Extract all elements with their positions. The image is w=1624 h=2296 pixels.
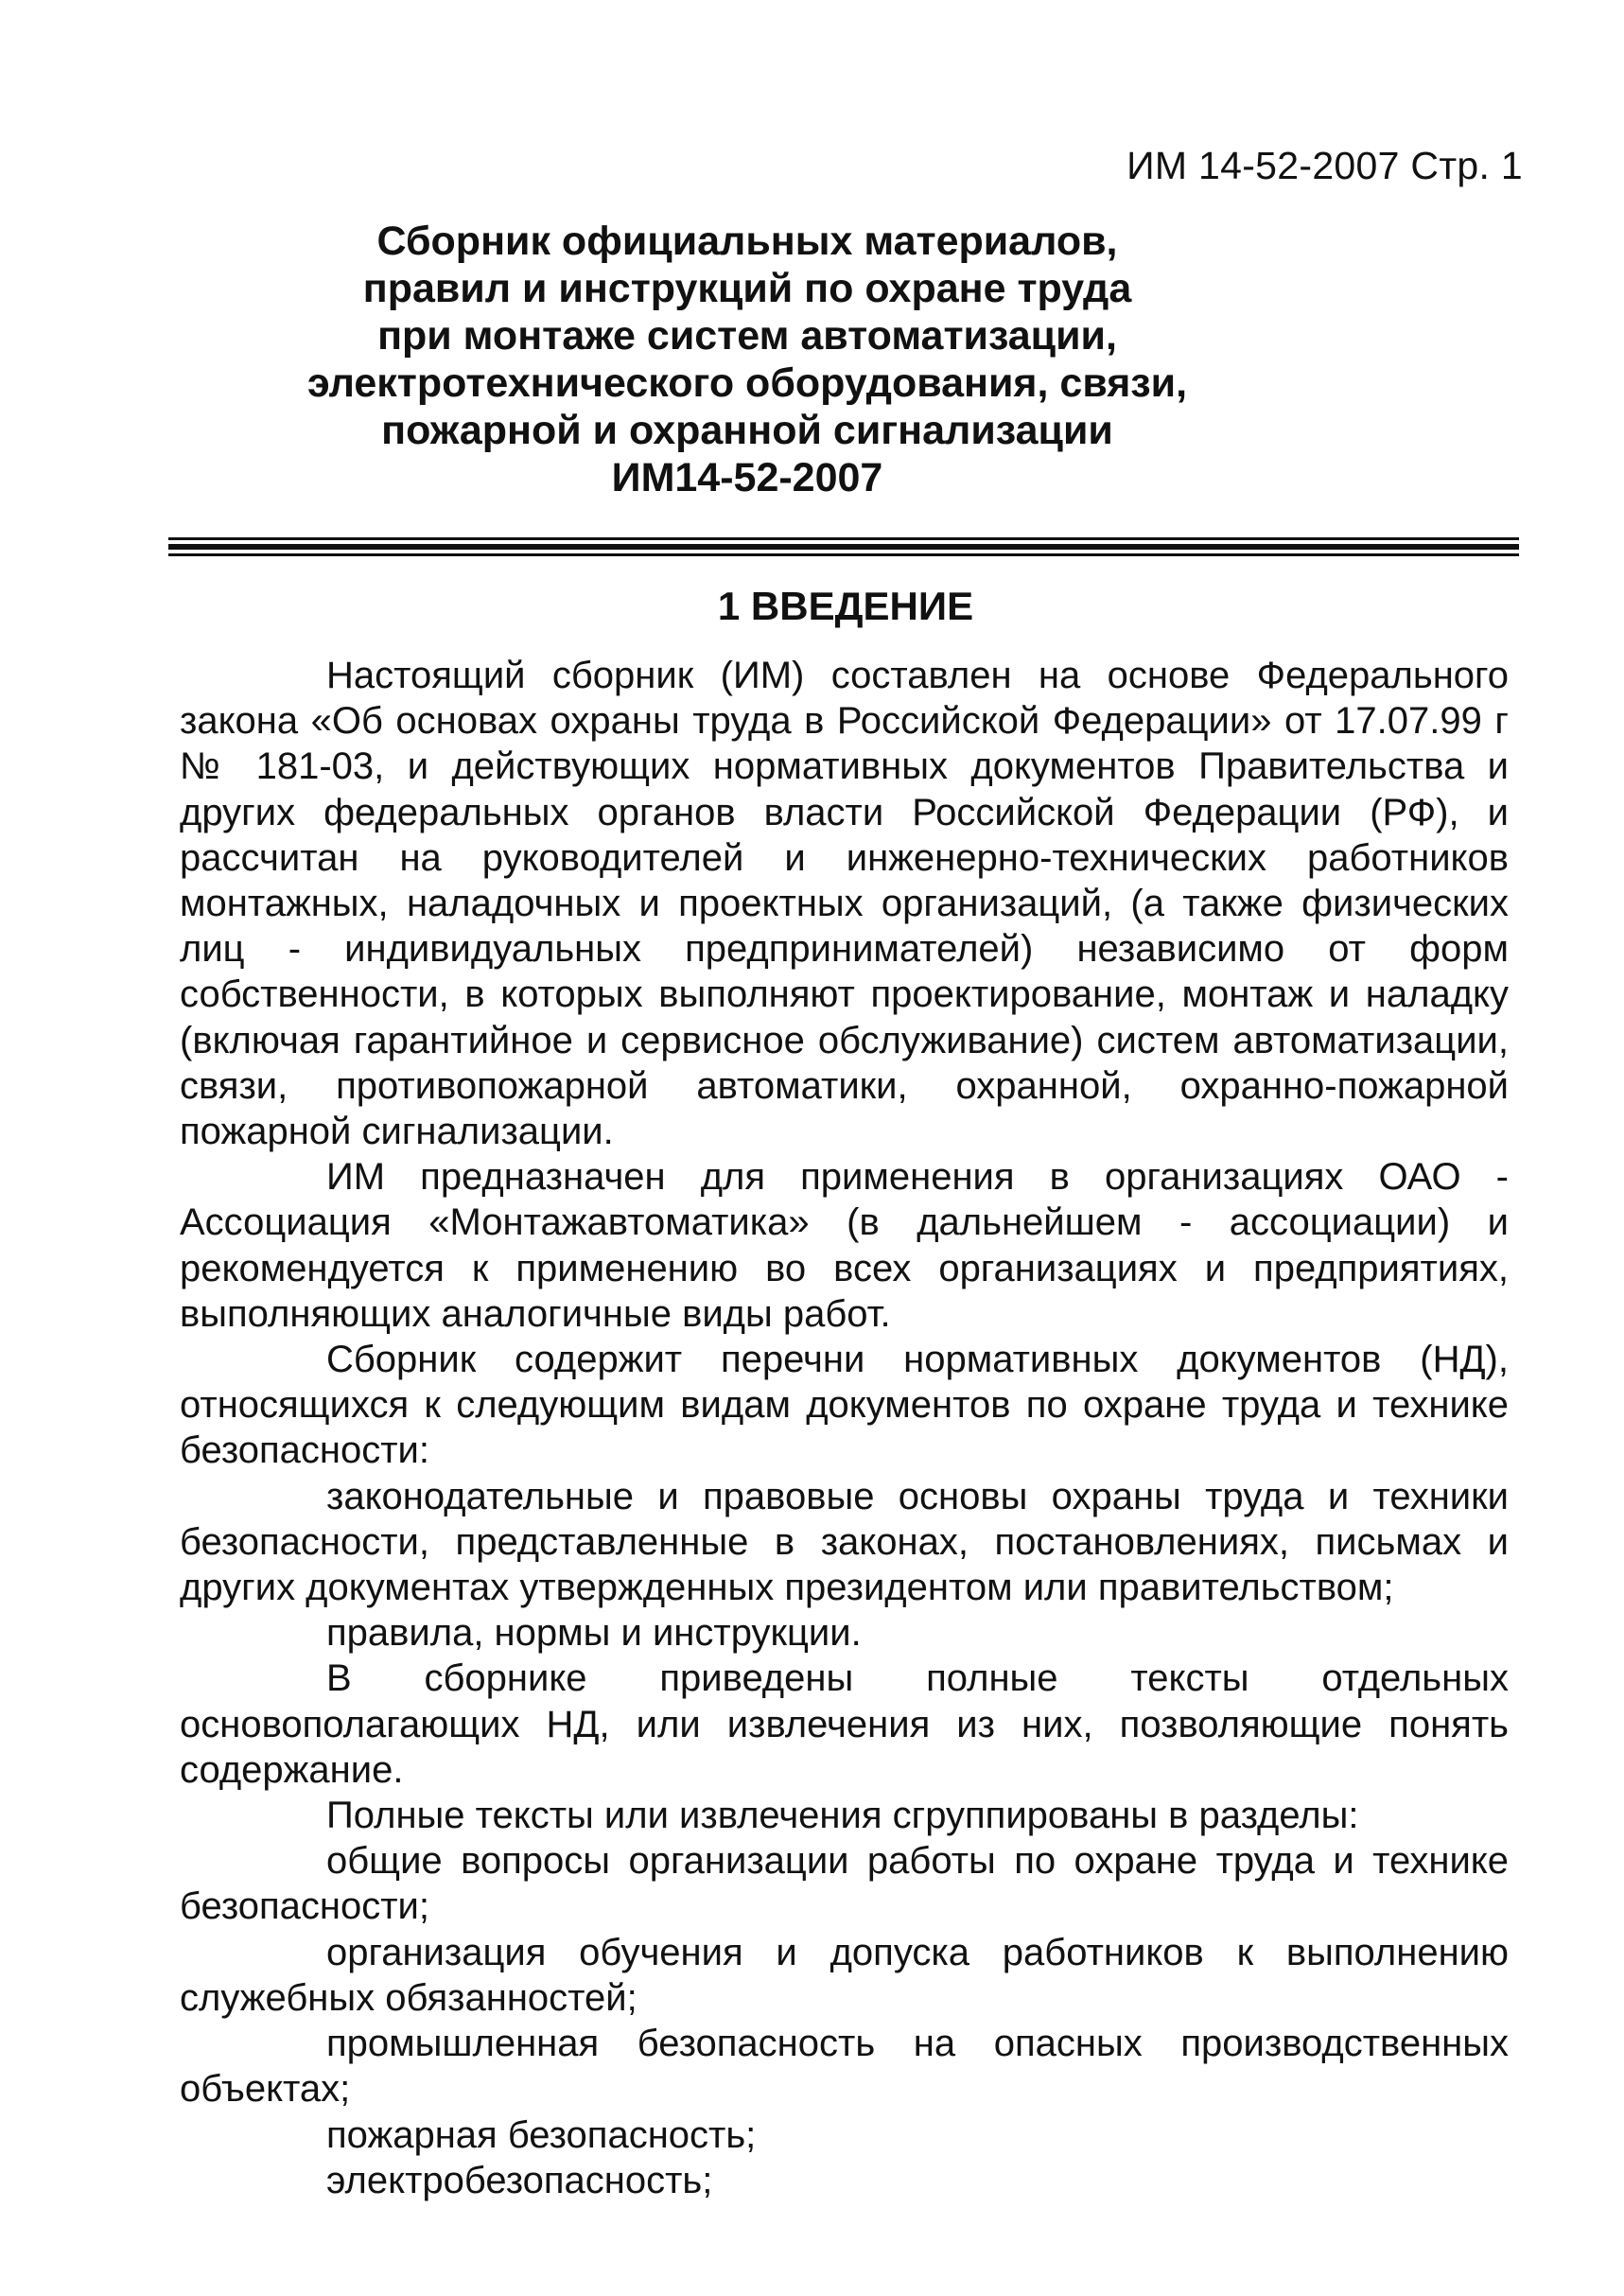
list-item: общие вопросы организации работы по охране труда и технике безопасности; (180, 1840, 1509, 1928)
list-item: правила, нормы и инструкции. (326, 1612, 862, 1655)
document-reference: ИМ 14-52-2007 Стр. 1 (1126, 144, 1523, 187)
title-code: ИМ14-52-2007 (611, 455, 883, 500)
title-line: Сборник официальных материалов, (376, 219, 1118, 264)
list-item: организация обучения и допуска работников к выполнению служебных обязанностей; (180, 1931, 1509, 2019)
divider-line-thin-bottom (168, 553, 1519, 556)
title-line: электротехнического оборудования, связи, (306, 360, 1188, 406)
section-heading: 1 ВВЕДЕНИЕ (717, 584, 974, 628)
paragraph-sections: Полные тексты или извлечения сгруппированы в разделы: (326, 1795, 1359, 1837)
list-item: электробезопасность; (326, 2159, 713, 2201)
title-line: правил и инструкций по охране труда (362, 266, 1132, 311)
body-text (180, 653, 1509, 2203)
title-divider (168, 537, 1519, 558)
list-item: пожарная безопасность; (326, 2113, 757, 2156)
paragraph-intro: Настоящий сборник (ИМ) составлен на основе Федерального закона «Об основах охраны труда в Российской Федерации» от 17.07.99 г № 181-03, и действующих нормативных документов Правительства и других федеральных органов власти Российской Федерации (РФ), и рассчитан на руководителей и инженерно-технических работников монтажных, наладочных и проектных организаций, (а также физических лиц - индивидуальных предпринимателей) независимо от форм собственности, в которых выполняют проектирование, монтаж и наладку (включая гарантийное и сервисное обслуживание) систем автоматизации, связи, противопожарной автоматики, охранной, охранно-пожарной пожарной сигнализации. (180, 655, 1509, 1153)
title-line: при монтаже систем автоматизации, (377, 313, 1117, 359)
list-item: законодательные и правовые основы охраны труда и техники безопасности, представленные в законах, постановлениях, письмах и других документах утвержденных президентом или правительством; (180, 1475, 1509, 1609)
divider-line-thick (168, 544, 1519, 550)
title-line: пожарной и охранной сигнализации (381, 408, 1113, 453)
divider-line-thin-top (168, 537, 1519, 540)
document-title (170, 218, 1324, 501)
paragraph-texts: В сборнике приведены полные тексты отдельных основополагающих НД, или извлечения из них, позволяющие понять содержание. (180, 1657, 1509, 1791)
paragraph-purpose: ИМ предназначен для применения в организациях ОАО - Ассоциация «Монтажавтоматика» (в дальнейшем - ассоциации) и рекомендуется к применению во всех организациях и предприятиях, выполняющих аналогичные виды работ. (180, 1156, 1509, 1335)
list-item: промышленная безопасность на опасных производственных объектах; (180, 2023, 1509, 2111)
paragraph-contents: Сборник содержит перечни нормативных документов (НД), относящихся к следующим видам документов по охране труда и технике безопасности: (180, 1339, 1509, 1472)
